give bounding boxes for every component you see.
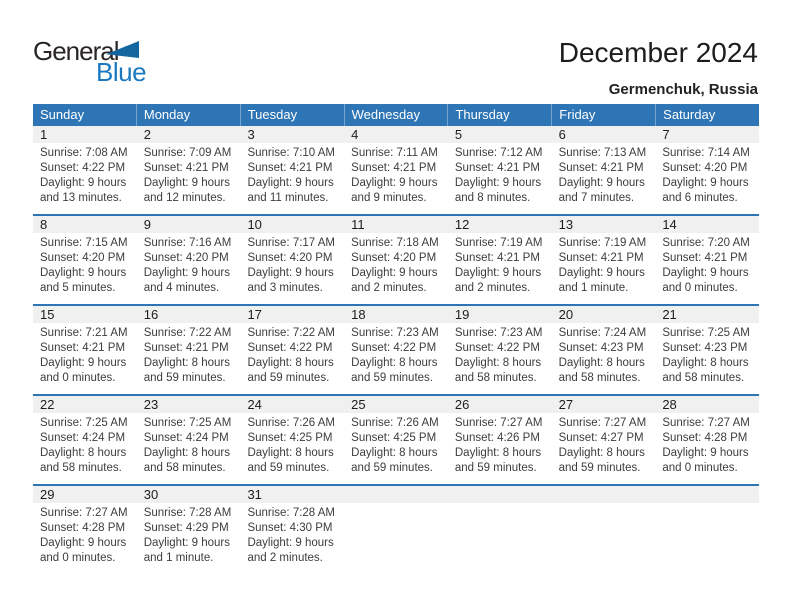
day-info-line: Sunset: 4:22 PM: [40, 162, 126, 174]
day-info-line: Sunrise: 7:23 AM: [351, 327, 439, 339]
day-info-line: Sunrise: 7:16 AM: [143, 237, 232, 249]
day-info-line: Sunrise: 7:28 AM: [247, 507, 336, 519]
page-title: December 2024: [558, 37, 758, 68]
day-info-line: Daylight: 9 hours: [247, 537, 334, 549]
day-info-line: and 2 minutes.: [247, 552, 323, 564]
day-info-line: Sunset: 4:25 PM: [351, 432, 437, 444]
day-info-line: and 2 minutes.: [351, 282, 427, 294]
day-number: 1: [40, 127, 48, 142]
day-cell: [552, 233, 656, 296]
weekday-header-friday: Friday: [551, 104, 655, 126]
day-info-line: Sunset: 4:21 PM: [558, 252, 644, 264]
day-info-line: Daylight: 9 hours: [40, 267, 127, 279]
day-number: 6: [558, 127, 566, 142]
day-info-line: and 58 minutes.: [143, 462, 226, 474]
day-cell: [448, 323, 552, 386]
day-info-line: Sunrise: 7:22 AM: [143, 327, 232, 339]
day-info-line: Sunset: 4:30 PM: [247, 522, 333, 534]
day-number-strip: [33, 396, 759, 413]
day-info-line: Daylight: 9 hours: [40, 177, 127, 189]
day-info-line: and 11 minutes.: [247, 192, 329, 204]
day-info-line: Sunrise: 7:27 AM: [662, 417, 750, 429]
day-cell: [137, 233, 241, 296]
day-number: 22: [40, 397, 55, 412]
day-info-line: Sunset: 4:21 PM: [143, 162, 229, 174]
day-info-line: Sunrise: 7:23 AM: [454, 327, 543, 339]
empty-day-number: [552, 486, 656, 503]
day-info-line: and 58 minutes.: [662, 372, 745, 384]
day-info-line: Sunrise: 7:11 AM: [351, 147, 438, 159]
empty-cell: [655, 503, 759, 566]
day-info-line: Sunset: 4:29 PM: [143, 522, 229, 534]
week-row: [33, 126, 759, 214]
weekday-header-wednesday: Wednesday: [344, 104, 448, 126]
day-number-strip: [33, 306, 759, 323]
day-info-line: and 12 minutes.: [143, 192, 226, 204]
day-info-line: Daylight: 8 hours: [351, 447, 438, 459]
day-info-line: and 59 minutes.: [454, 462, 537, 474]
day-info-line: Sunset: 4:22 PM: [454, 342, 540, 354]
day-info-line: Daylight: 9 hours: [40, 357, 127, 369]
day-number: 26: [454, 397, 470, 412]
empty-cell: [448, 503, 552, 566]
day-number: 10: [247, 217, 262, 232]
day-info-line: Sunset: 4:21 PM: [454, 252, 540, 264]
day-number: 31: [247, 487, 262, 502]
day-info-line: Sunset: 4:27 PM: [558, 432, 644, 444]
day-info-line: Daylight: 9 hours: [454, 177, 542, 189]
day-number-strip: [33, 486, 759, 503]
day-number: 20: [558, 307, 574, 322]
day-cell: [344, 323, 448, 386]
day-info-line: Sunrise: 7:27 AM: [40, 507, 128, 519]
day-info-line: Sunset: 4:26 PM: [454, 432, 540, 444]
day-info-line: Sunrise: 7:26 AM: [247, 417, 336, 429]
day-info-line: and 5 minutes.: [40, 282, 116, 294]
day-cell: [240, 503, 344, 566]
day-number: 17: [247, 307, 262, 322]
week-cells: [33, 413, 759, 476]
day-number: 13: [558, 217, 574, 232]
day-info-line: and 1 minute.: [558, 282, 629, 294]
week-row: [33, 394, 759, 484]
day-number: 18: [351, 307, 366, 322]
day-cell: [344, 413, 448, 476]
day-number: 5: [454, 127, 463, 142]
day-number: 16: [143, 307, 159, 322]
week-row: [33, 484, 759, 574]
day-info-line: and 59 minutes.: [247, 462, 330, 474]
day-info-line: Sunset: 4:20 PM: [40, 252, 126, 264]
day-info-line: and 59 minutes.: [351, 462, 433, 474]
day-info-line: and 0 minutes.: [40, 552, 116, 564]
day-number: 29: [40, 487, 55, 502]
day-info-line: Sunrise: 7:26 AM: [351, 417, 439, 429]
day-info-line: Sunrise: 7:20 AM: [662, 237, 750, 249]
day-info-line: Sunset: 4:21 PM: [558, 162, 644, 174]
day-info-line: Daylight: 8 hours: [247, 447, 334, 459]
week-cells: [33, 233, 759, 296]
day-info-line: Daylight: 8 hours: [662, 357, 749, 369]
day-info-line: Daylight: 9 hours: [662, 177, 749, 189]
day-cell: [33, 503, 137, 566]
day-info-line: Sunrise: 7:09 AM: [143, 147, 232, 159]
day-number: 24: [247, 397, 262, 412]
day-info-line: Sunrise: 7:28 AM: [143, 507, 232, 519]
day-info-line: and 4 minutes.: [143, 282, 220, 294]
day-info-line: Sunset: 4:21 PM: [662, 252, 748, 264]
logo-text-general: General: [33, 36, 119, 66]
day-cell: [240, 143, 344, 206]
day-number: 7: [662, 127, 670, 142]
day-info-line: Sunrise: 7:10 AM: [247, 147, 336, 159]
day-info-line: Sunrise: 7:12 AM: [454, 147, 543, 159]
day-number: 30: [143, 487, 159, 502]
day-number: 15: [40, 307, 55, 322]
day-info-line: Sunrise: 7:18 AM: [351, 237, 439, 249]
day-info-line: Sunset: 4:28 PM: [40, 522, 126, 534]
day-info-line: Sunrise: 7:25 AM: [40, 417, 128, 429]
calendar-grid: [33, 126, 759, 574]
day-number: 28: [662, 397, 677, 412]
day-info-line: and 0 minutes.: [662, 462, 738, 474]
day-info-line: Daylight: 9 hours: [558, 267, 645, 279]
day-number-strip: [33, 216, 759, 233]
day-info-line: Sunset: 4:21 PM: [143, 342, 229, 354]
day-info-line: Daylight: 9 hours: [351, 267, 438, 279]
day-number: 12: [454, 217, 470, 232]
day-info-line: and 7 minutes.: [558, 192, 635, 204]
empty-day-number: [344, 486, 448, 503]
day-cell: [655, 233, 759, 296]
day-info-line: and 59 minutes.: [143, 372, 226, 384]
day-cell: [655, 413, 759, 476]
day-number: 8: [40, 217, 48, 232]
day-info-line: Daylight: 8 hours: [40, 447, 127, 459]
day-info-line: Daylight: 9 hours: [662, 267, 749, 279]
day-cell: [137, 503, 241, 566]
day-number: 14: [662, 217, 677, 232]
day-number: 11: [351, 217, 365, 232]
day-info-line: and 0 minutes.: [40, 372, 116, 384]
day-info-line: Sunset: 4:21 PM: [40, 342, 126, 354]
week-cells: [33, 323, 759, 386]
weekday-header-sunday: Sunday: [40, 107, 85, 122]
day-number: 23: [143, 397, 159, 412]
day-info-line: and 59 minutes.: [247, 372, 330, 384]
day-info-line: Sunset: 4:25 PM: [247, 432, 333, 444]
day-cell: [33, 143, 137, 206]
day-cell: [448, 143, 552, 206]
day-info-line: Daylight: 9 hours: [143, 537, 231, 549]
day-info-line: Sunrise: 7:24 AM: [558, 327, 647, 339]
day-info-line: Sunset: 4:20 PM: [351, 252, 437, 264]
day-info-line: Sunset: 4:21 PM: [247, 162, 333, 174]
week-row: [33, 304, 759, 394]
day-info-line: Daylight: 9 hours: [247, 177, 334, 189]
weekday-header-monday: Monday: [136, 104, 240, 126]
day-info-line: Daylight: 9 hours: [143, 267, 231, 279]
calendar: [33, 104, 759, 574]
day-number: 27: [558, 397, 574, 412]
day-info-line: Sunset: 4:21 PM: [351, 162, 437, 174]
day-info-line: Sunset: 4:22 PM: [247, 342, 333, 354]
day-info-line: Sunrise: 7:13 AM: [558, 147, 647, 159]
day-number: 4: [351, 127, 359, 142]
weekday-header-row: [33, 104, 759, 126]
day-cell: [448, 413, 552, 476]
logo-text-blue: Blue: [96, 57, 147, 87]
day-info-line: Daylight: 9 hours: [558, 177, 645, 189]
day-cell: [448, 233, 552, 296]
day-cell: [33, 323, 137, 386]
day-number: 3: [247, 127, 255, 142]
weekday-header-thursday: Thursday: [447, 104, 551, 126]
day-info-line: Sunset: 4:24 PM: [40, 432, 126, 444]
day-info-line: Sunset: 4:20 PM: [247, 252, 333, 264]
day-cell: [33, 413, 137, 476]
day-info-line: Sunrise: 7:25 AM: [143, 417, 232, 429]
day-info-line: Daylight: 8 hours: [247, 357, 334, 369]
weekday-header-saturday: Saturday: [655, 104, 759, 126]
day-info-line: Sunrise: 7:17 AM: [247, 237, 336, 249]
day-cell: [137, 143, 241, 206]
day-info-line: Sunrise: 7:19 AM: [454, 237, 543, 249]
day-number: 25: [351, 397, 366, 412]
day-info-line: Sunrise: 7:27 AM: [558, 417, 647, 429]
day-info-line: Daylight: 8 hours: [454, 447, 542, 459]
day-info-line: Daylight: 8 hours: [143, 357, 231, 369]
empty-cell: [344, 503, 448, 566]
day-cell: [240, 413, 344, 476]
day-info-line: Sunrise: 7:15 AM: [40, 237, 128, 249]
day-info-line: Sunset: 4:23 PM: [558, 342, 644, 354]
day-info-line: Daylight: 8 hours: [558, 447, 645, 459]
day-info-line: and 6 minutes.: [662, 192, 738, 204]
day-info-line: and 58 minutes.: [454, 372, 537, 384]
day-info-line: and 0 minutes.: [662, 282, 738, 294]
day-info-line: Sunrise: 7:21 AM: [40, 327, 128, 339]
day-info-line: Daylight: 8 hours: [558, 357, 645, 369]
day-info-line: Daylight: 8 hours: [143, 447, 231, 459]
week-cells: [33, 503, 759, 566]
empty-day-number: [448, 486, 552, 503]
week-row: [33, 214, 759, 304]
day-info-line: Sunrise: 7:14 AM: [662, 147, 750, 159]
day-cell: [655, 143, 759, 206]
day-info-line: and 2 minutes.: [454, 282, 531, 294]
day-cell: [344, 143, 448, 206]
day-cell: [137, 323, 241, 386]
day-cell: [552, 413, 656, 476]
empty-cell: [552, 503, 656, 566]
day-info-line: and 58 minutes.: [558, 372, 641, 384]
general-blue-logo: [33, 38, 163, 88]
day-info-line: Daylight: 9 hours: [454, 267, 542, 279]
day-info-line: Daylight: 9 hours: [351, 177, 438, 189]
day-cell: [33, 233, 137, 296]
day-info-line: Daylight: 9 hours: [143, 177, 231, 189]
day-info-line: Sunrise: 7:27 AM: [454, 417, 543, 429]
weekday-header-tuesday: Tuesday: [240, 104, 344, 126]
day-info-line: Daylight: 8 hours: [351, 357, 438, 369]
day-cell: [655, 323, 759, 386]
week-cells: [33, 143, 759, 206]
day-info-line: Sunset: 4:20 PM: [143, 252, 229, 264]
day-number: 9: [143, 217, 151, 232]
day-info-line: Sunrise: 7:22 AM: [247, 327, 336, 339]
day-info-line: Sunset: 4:20 PM: [662, 162, 748, 174]
day-info-line: Daylight: 9 hours: [247, 267, 334, 279]
day-info-line: and 1 minute.: [143, 552, 214, 564]
day-cell: [552, 323, 656, 386]
day-cell: [240, 323, 344, 386]
day-info-line: and 8 minutes.: [454, 192, 531, 204]
day-info-line: and 9 minutes.: [351, 192, 427, 204]
day-info-line: Daylight: 8 hours: [454, 357, 542, 369]
day-info-line: and 13 minutes.: [40, 192, 122, 204]
day-number: 2: [143, 127, 151, 142]
day-number: 21: [662, 307, 677, 322]
day-info-line: Sunset: 4:24 PM: [143, 432, 229, 444]
day-cell: [137, 413, 241, 476]
location-subtitle: Germenchuk, Russia: [608, 81, 758, 98]
day-info-line: Sunset: 4:22 PM: [351, 342, 437, 354]
day-info-line: and 3 minutes.: [247, 282, 323, 294]
day-info-line: Sunset: 4:23 PM: [662, 342, 748, 354]
day-number-strip: [33, 126, 759, 143]
day-info-line: Sunset: 4:28 PM: [662, 432, 748, 444]
day-info-line: Daylight: 9 hours: [40, 537, 127, 549]
day-cell: [344, 233, 448, 296]
day-info-line: Sunrise: 7:25 AM: [662, 327, 750, 339]
day-cell: [552, 143, 656, 206]
day-info-line: Sunset: 4:21 PM: [454, 162, 540, 174]
empty-day-number: [655, 486, 759, 503]
day-info-line: Daylight: 9 hours: [662, 447, 749, 459]
day-info-line: and 58 minutes.: [40, 462, 122, 474]
day-info-line: Sunrise: 7:19 AM: [558, 237, 647, 249]
day-info-line: and 59 minutes.: [558, 462, 641, 474]
day-number: 19: [454, 307, 470, 322]
day-info-line: Sunrise: 7:08 AM: [40, 147, 128, 159]
day-info-line: and 59 minutes.: [351, 372, 433, 384]
day-cell: [240, 233, 344, 296]
